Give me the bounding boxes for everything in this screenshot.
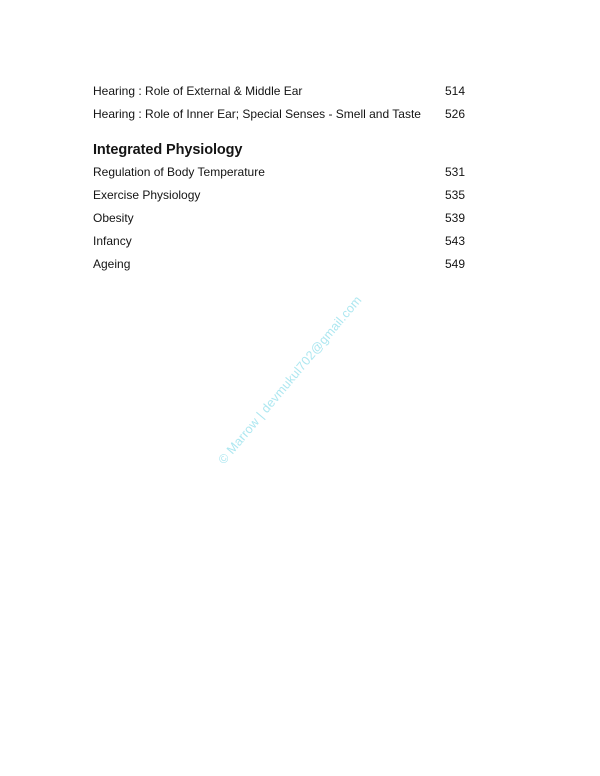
toc-entry <box>93 257 465 280</box>
toc-entry-title: Obesity <box>93 211 134 225</box>
toc-entry-title: Hearing : Role of External & Middle Ear <box>93 84 303 98</box>
toc-entry <box>93 211 465 234</box>
toc-entry <box>93 165 465 188</box>
toc-entry-title: Exercise Physiology <box>93 188 201 202</box>
watermark: © Marrow | devmukul702@gmail.com <box>215 293 365 467</box>
toc-entry <box>93 188 465 211</box>
toc-entry-page: 535 <box>444 188 465 202</box>
toc-entry <box>93 234 465 257</box>
toc-entry-page: 531 <box>444 165 465 179</box>
toc-entry-title: Ageing <box>93 257 131 271</box>
toc-entry-page: 526 <box>444 107 465 121</box>
toc-entry-page: 539 <box>444 211 465 225</box>
toc-entry-page: 549 <box>444 257 465 271</box>
toc-entry <box>93 84 465 107</box>
toc-entry-title: Regulation of Body Temperature <box>93 165 265 179</box>
toc-entry-page: 514 <box>444 84 465 98</box>
section-heading: Integrated Physiology <box>93 142 243 158</box>
toc-entry-title: Hearing : Role of Inner Ear; Special Senses - Smell and Taste <box>93 107 421 121</box>
table-of-contents <box>93 84 465 280</box>
toc-entry-page: 543 <box>444 234 465 248</box>
toc-entry <box>93 107 465 130</box>
toc-entry-title: Infancy <box>93 234 132 248</box>
